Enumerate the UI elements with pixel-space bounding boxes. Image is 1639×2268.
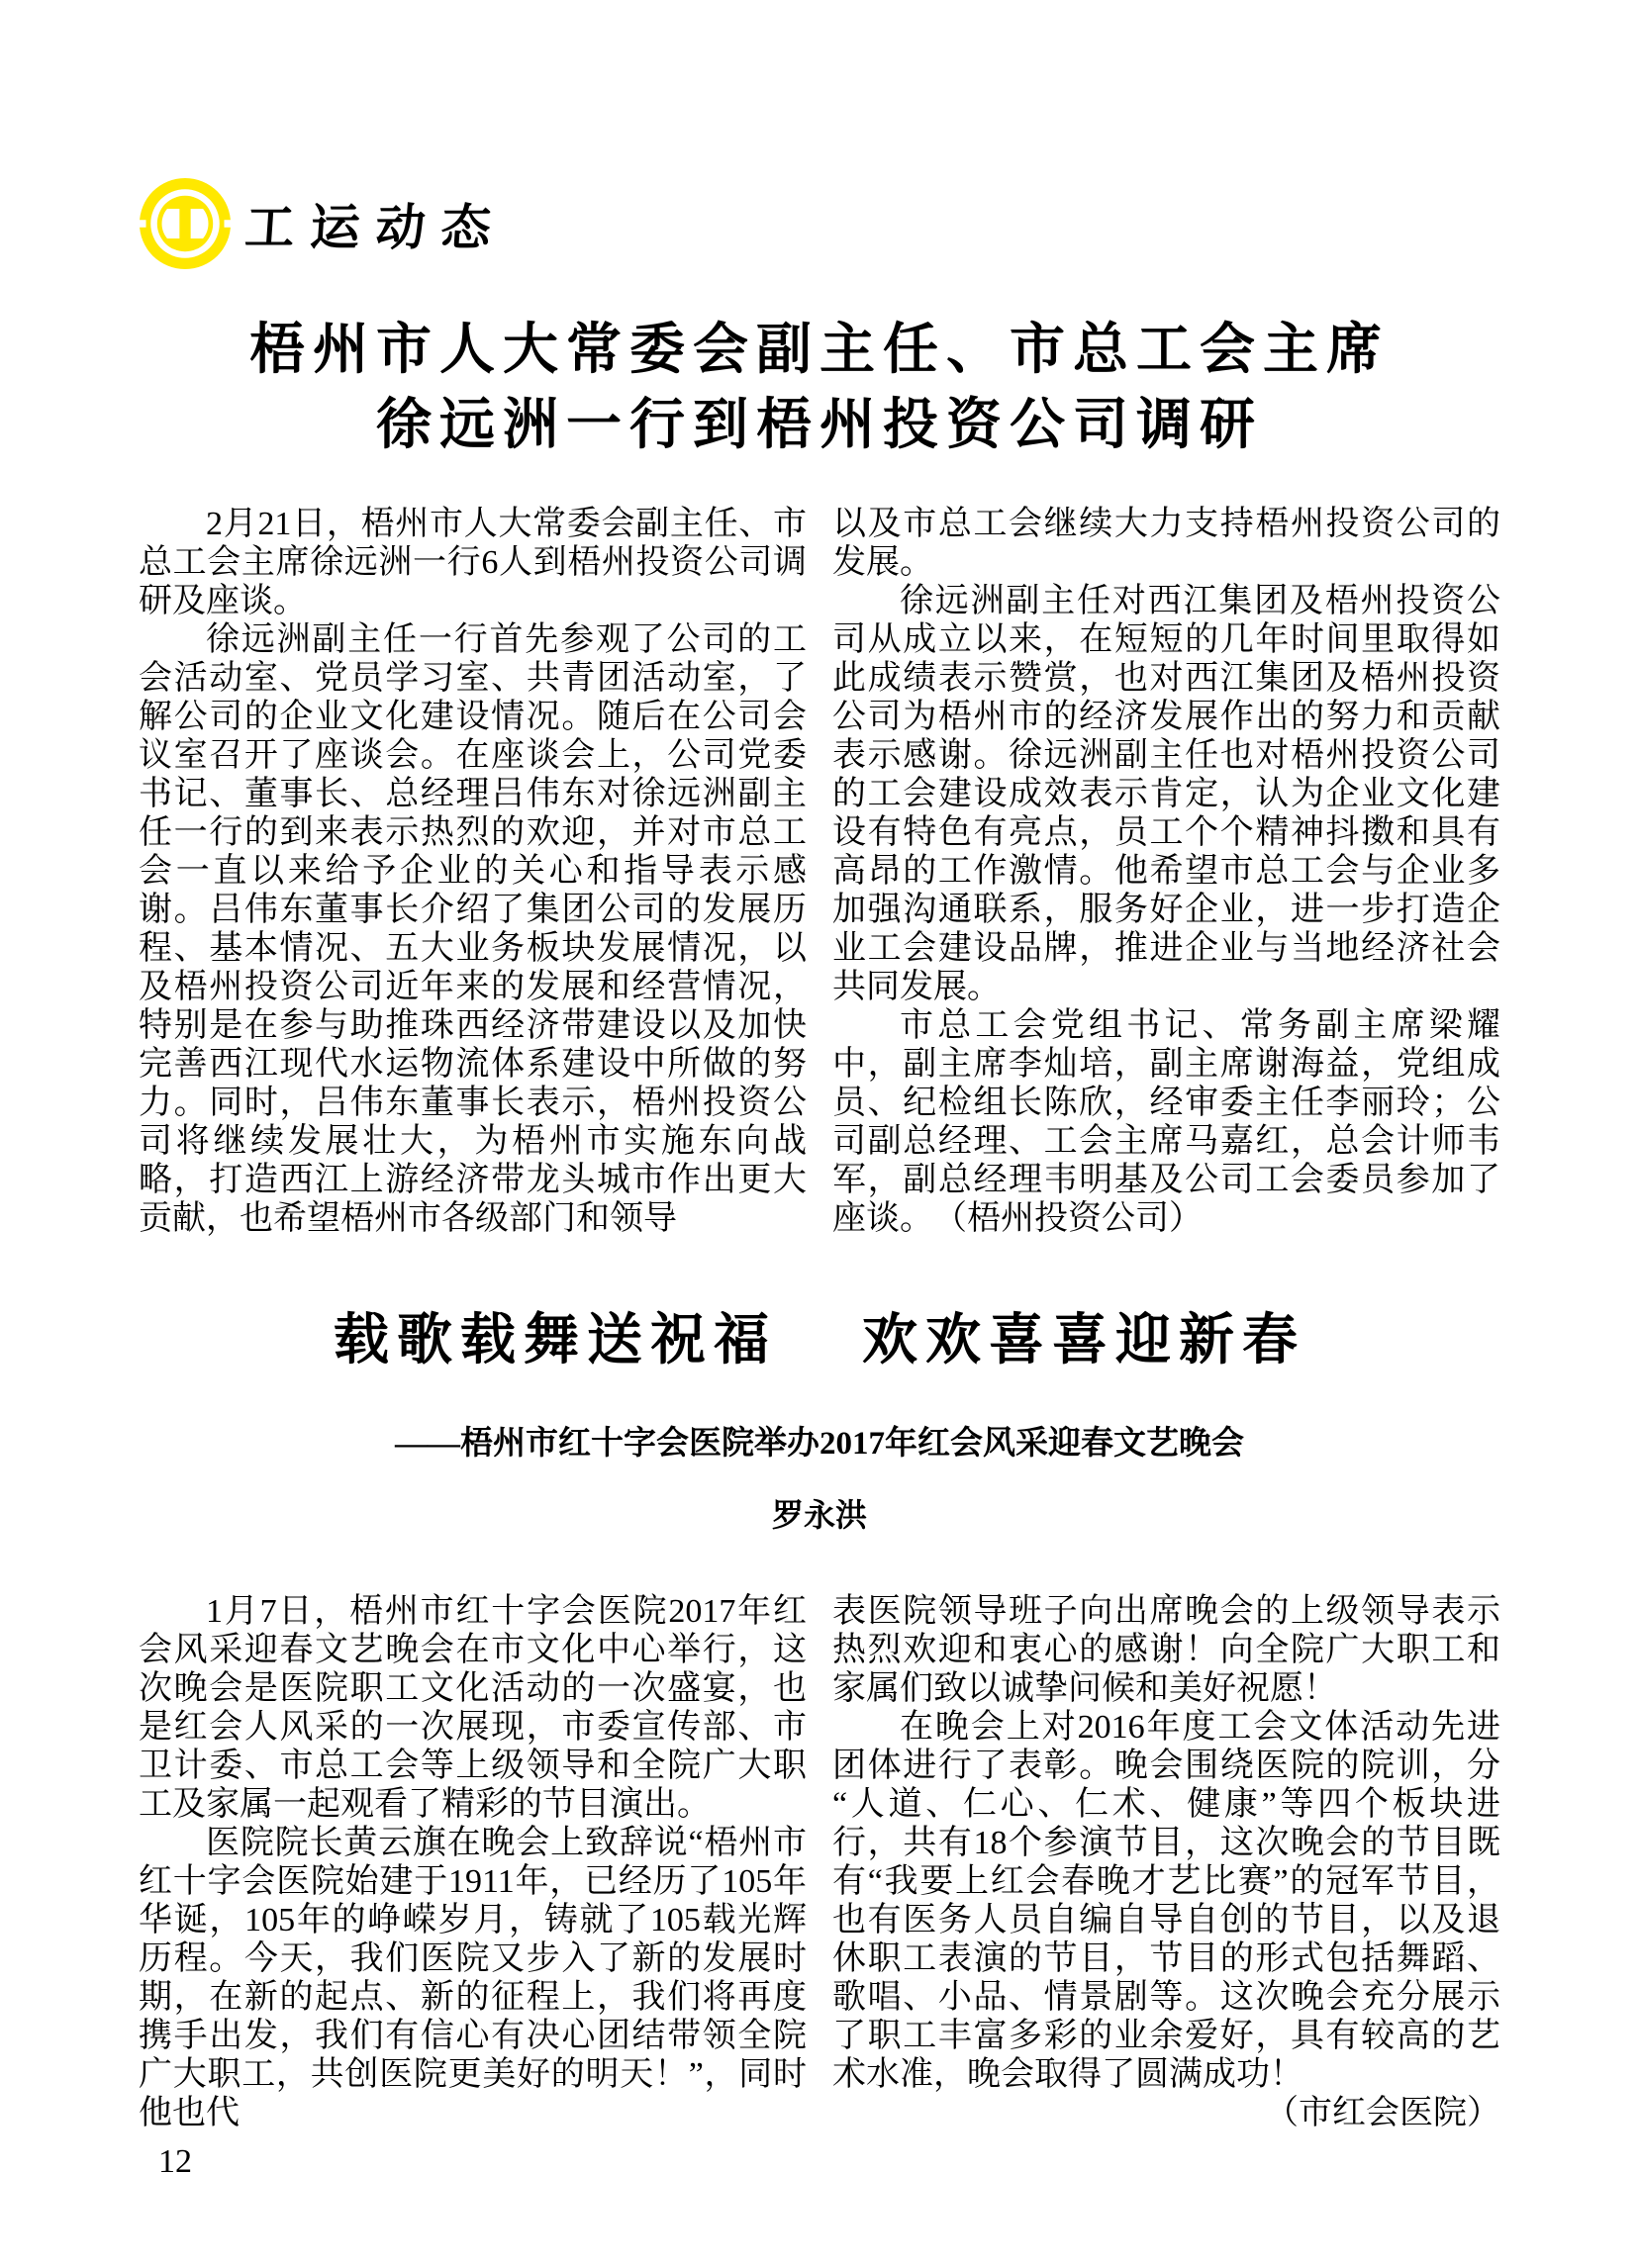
article1-body bbox=[139, 505, 1500, 1238]
article2-author: 罗永洪 bbox=[771, 1497, 867, 1533]
article1-title bbox=[139, 313, 1500, 463]
article1-paragraph-2-continued: 以及市总工会继续大力支持梧州投资公司的发展。 bbox=[832, 506, 1500, 581]
article2-paragraph-2-continued: 表医院领导班子向出席晚会的上级领导表示热烈欢迎和衷心的感谢！向全院广大职工和家属们致以诚挚问候和美好祝愿！ bbox=[832, 1593, 1500, 1707]
article1-title-line2: 徐远洲一行到梧州投资公司调研 bbox=[376, 395, 1263, 456]
article1-paragraph-4: 市总工会党组书记、常务副主席梁耀中，副主席李灿培，副主席谢海益，党组成员、纪检组长陈欣，经审委主任李丽玲；公司副总经理、工会主席马嘉红，总会计师韦军，副总经理韦明基及公司工会委员参加了座谈。 （梧州投资公司） bbox=[832, 1007, 1500, 1237]
article1-column-right bbox=[832, 505, 1500, 1238]
article1-paragraph-1: 2月21日，梧州市人大常委会副主任、市总工会主席徐远洲一行6人到梧州投资公司调研及座谈。 bbox=[139, 506, 807, 619]
article2-title: 载歌载舞送祝福 欢欢喜喜迎新春 bbox=[334, 1310, 1305, 1371]
article2-paragraph-2: 医院院长黄云旗在晚会上致辞说“梧州市红十字会医院始建于1911年，已经历了105年华诞，105年的峥嵘岁月，铸就了105载光辉历程。今天，我们医院又步入了新的发展时期，在新的起点、新的征程上，我们将再度携手出发，我们有信心有决心团结带领全院广大职工，共创医院更美好的明天！”，同时他也代 bbox=[139, 1825, 807, 2131]
article2-column-right bbox=[832, 1592, 1500, 2132]
masthead bbox=[139, 176, 1500, 271]
article1-paragraph-2: 徐远洲副主任一行首先参观了公司的工会活动室、党员学习室、共青团活动室，了解公司的企业文化建设情况。随后在公司会议室召开了座谈会。在座谈会上，公司党委书记、董事长、总经理吕伟东对徐远洲副主任一行的到来表示热烈的欢迎，并对市总工会一直以来给予企业的关心和指导表示感谢。吕伟东董事长介绍了集团公司的发展历程、基本情况、五大业务板块发展情况，以及梧州投资公司近年来的发展和经营情况，特别是在参与助推珠西经济带建设以及加快完善西江现代水运物流体系建设中所做的努力。同时，吕伟东董事长表示，梧州投资公司将继续发展壮大，为梧州市实施东向战略，打造西江上游经济带龙头城市作出更大贡献，也希望梧州市各级部门和领导 bbox=[139, 621, 807, 1237]
article2-body bbox=[139, 1592, 1500, 2132]
article2-paragraph-3: 在晚会上对2016年度工会文体活动先进团体进行了表彰。晚会围绕医院的院训，分“人道、仁心、仁术、健康”等四个板块进行，共有18个参演节目，这次晚会的节目既有“我要上红会春晚才艺比赛”的冠军节目，也有医务人员自编自导自创的节目，以及退休职工表演的节目，节目的形式包括舞蹈、歌唱、小品、情景剧等。这次晚会充分展示了职工丰富多彩的业余爱好，具有较高的艺术水准，晚会取得了圆满成功！ bbox=[832, 1709, 1500, 2093]
article1-title-line1: 梧州市人大常委会副主任、市总工会主席 bbox=[249, 320, 1390, 381]
article2-column-left bbox=[139, 1592, 807, 2132]
article1-column-left bbox=[139, 505, 807, 1238]
article2-source: （市红会医院） bbox=[1265, 2095, 1500, 2131]
section-title: 工运动态 bbox=[242, 200, 509, 255]
trade-union-emblem-icon bbox=[139, 176, 232, 271]
page-number: 12 bbox=[158, 2143, 192, 2180]
article1-paragraph-3: 徐远洲副主任对西江集团及梧州投资公司从成立以来，在短短的几年时间里取得如此成绩表示赞赏，也对西江集团及梧州投资公司为梧州市的经济发展作出的努力和贡献表示感谢。徐远洲副主任也对梧州投资公司的工会建设成效表示肯定，认为企业文化建设有特色有亮点，员工个个精神抖擞和具有高昂的工作激情。他希望市总工会与企业多加强沟通联系，服务好企业，进一步打造企业工会建设品牌，推进企业与当地经济社会共同发展。 bbox=[832, 583, 1500, 1005]
article2-subtitle: ——梧州市红十字会医院举办2017年红会风采迎春文艺晚会 bbox=[395, 1426, 1244, 1462]
article2-paragraph-1: 1月7日，梧州市红十字会医院2017年红会风采迎春文艺晚会在市文化中心举行，这次晚会是医院职工文化活动的一次盛宴，也是红会人风采的一次展现，市委宣传部、市卫计委、市总工会等上级领导和全院广大职工及家属一起观看了精彩的节目演出。 bbox=[139, 1593, 807, 1823]
